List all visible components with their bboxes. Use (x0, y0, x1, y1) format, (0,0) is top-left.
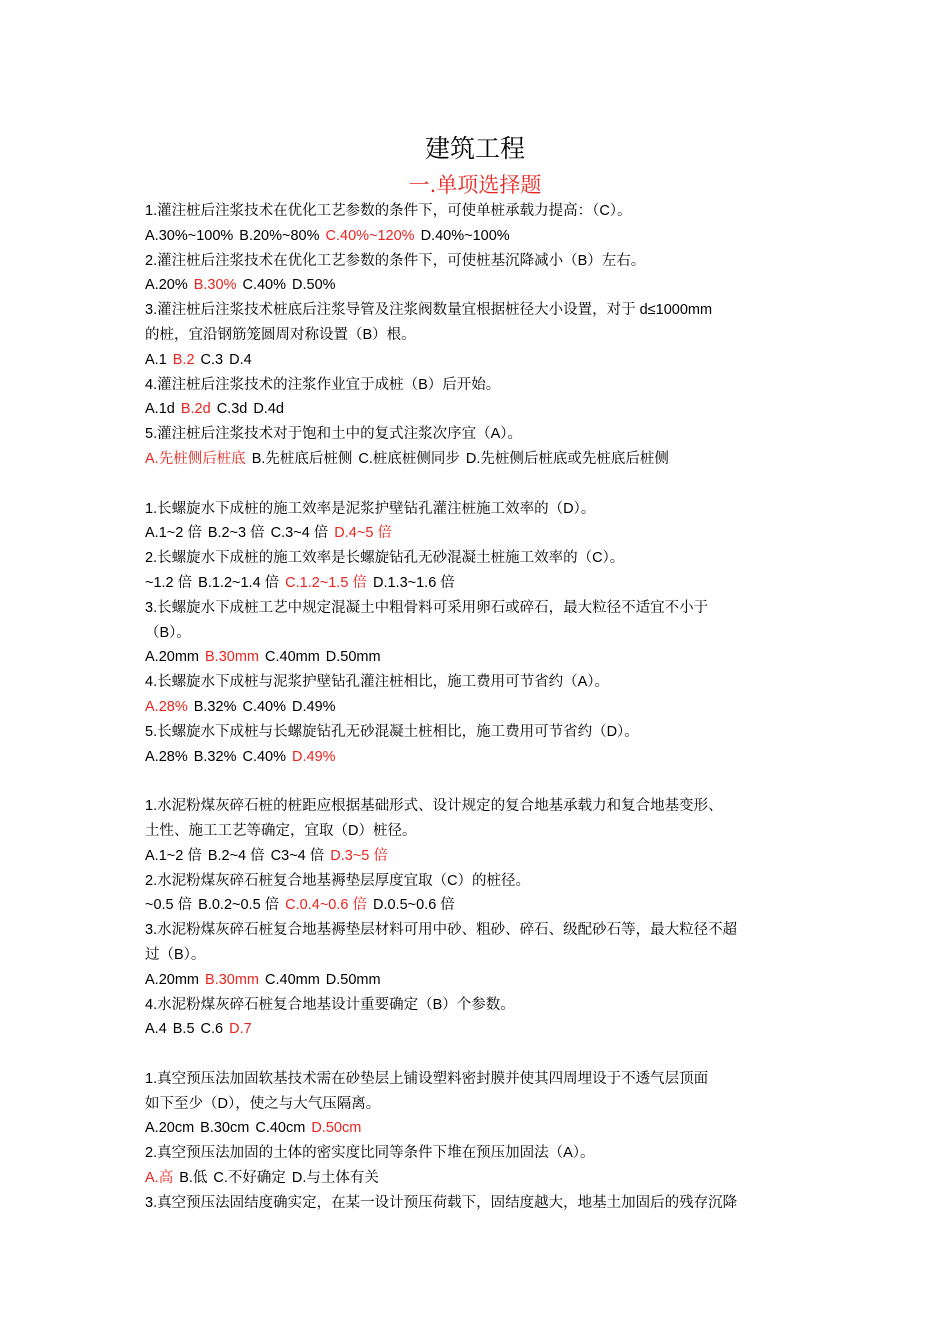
question (145, 199, 810, 249)
option: C.3d (216, 401, 248, 418)
option: B.5 (172, 1021, 195, 1038)
option: C.3 (200, 351, 224, 368)
option: ~1.2 倍 (145, 574, 193, 591)
option: C3~4 倍 (270, 847, 325, 864)
question-group (145, 497, 810, 770)
option: B.32% (193, 698, 237, 715)
question-text: 1.水泥粉煤灰碎石桩的桩距应根据基础形式、设计规定的复合地基承载力和复合地基变形、 (145, 798, 723, 815)
question-text: 2.灌注桩后注浆技术在优化工艺参数的条件下，可使桩基沉降减小（B）左右。 (145, 252, 646, 269)
option: A.28% (145, 748, 188, 765)
option: D.40%~100% (420, 227, 510, 244)
answer-option: C.0.4~0.6 倍 (285, 897, 367, 914)
question-text: 4.长螺旋水下成桩与泥浆护壁钻孔灌注桩相比，施工费用可节省约（A）。 (145, 674, 610, 691)
option: C.40mm (265, 649, 320, 666)
question-text: 2.长螺旋水下成桩的施工效率是长螺旋钻孔无砂混凝土桩施工效率的（C）。 (145, 550, 625, 567)
question (145, 596, 810, 670)
option: D.4 (229, 351, 252, 368)
question (145, 869, 810, 919)
group-separator (145, 472, 810, 497)
options-row (145, 645, 810, 670)
question (145, 298, 810, 372)
question-text: 3.水泥粉煤灰碎石桩复合地基褥垫层材料可用中砂、粗砂、碎石、级配砂石等，最大粒径不超 (145, 922, 738, 939)
question-text: 土性、施工工艺等确定，宜取（D）桩径。 (145, 822, 417, 839)
answer-option: D.7 (229, 1021, 252, 1038)
question (145, 670, 810, 720)
options-row (145, 348, 810, 373)
answer-option: D.3~5 倍 (330, 847, 388, 864)
options-row (145, 1116, 810, 1141)
question (145, 373, 810, 423)
option: D.1.3~1.6 倍 (372, 574, 455, 591)
option: A.20mm (145, 971, 199, 988)
option: D.4d (253, 401, 284, 418)
option: C.40% (242, 698, 286, 715)
question (145, 918, 810, 992)
option: D.50mm (325, 649, 381, 666)
question (145, 720, 810, 770)
question-text: 3.真空预压法固结度确实定，在某一设计预压荷载下，固结度越大，地基土加固后的残存沉降 (145, 1194, 738, 1211)
options-row (145, 968, 810, 993)
option: A.1~2 倍 (145, 525, 202, 542)
answer-option: A.28% (145, 698, 188, 715)
option: A.20% (145, 277, 188, 294)
option: C.3~4 倍 (270, 525, 329, 542)
question-group (145, 1067, 810, 1216)
document-title: 建筑工程 (424, 134, 525, 163)
question-text: 4.灌注桩后注浆技术的注浆作业宜于成桩（B）后开始。 (145, 376, 501, 393)
question-text: 4.水泥粉煤灰碎石桩复合地基设计重要确定（B）个参数。 (145, 996, 515, 1013)
option: A.1 (145, 351, 167, 368)
question-text: 1.灌注桩后注浆技术在优化工艺参数的条件下，可使单桩承载力提高：（C）。 (145, 203, 632, 219)
answer-option: B.30mm (205, 649, 259, 666)
answer-option: B.30% (193, 277, 237, 294)
question-group (145, 794, 810, 1042)
option: D.先桩侧后桩底或先桩底后桩侧 (465, 450, 669, 467)
options-row (145, 273, 810, 298)
options-row (145, 844, 810, 869)
option: D.50% (292, 277, 336, 294)
question-text: 5.灌注桩后注浆技术对于饱和土中的复式注浆次序宜（A）。 (145, 426, 523, 443)
option: B.0.2~0.5 倍 (198, 897, 280, 914)
answer-option: C.40%~120% (325, 227, 415, 244)
option: B.2~3 倍 (207, 525, 265, 542)
answer-option: A.先桩侧后桩底 (145, 450, 246, 467)
question-text: （B）。 (145, 624, 191, 641)
option: B.1.2~1.4 倍 (198, 574, 280, 591)
question (145, 794, 810, 868)
question (145, 1067, 810, 1141)
answer-option: A.高 (145, 1170, 174, 1187)
options-row (145, 1017, 810, 1042)
options-row (145, 521, 810, 546)
option: B.低 (179, 1170, 208, 1187)
question (145, 497, 810, 547)
option: D.0.5~0.6 倍 (372, 897, 455, 914)
question-text: 2.水泥粉煤灰碎石桩复合地基褥垫层厚度宜取（C）的桩径。 (145, 872, 531, 889)
answer-option: C.1.2~1.5 倍 (285, 574, 367, 591)
section-title: 一.单项选择题 (408, 173, 542, 197)
option: C.6 (200, 1021, 224, 1038)
options-row (145, 1166, 810, 1191)
question-text: 1.真空预压法加固软基技术需在砂垫层上铺设塑料密封膜并使其四周埋设于不透气层顶面 (145, 1070, 709, 1087)
option: ~0.5 倍 (145, 897, 193, 914)
question-text: 2.真空预压法加固的土体的密实度比同等条件下堆在预压加固法（A）。 (145, 1145, 595, 1162)
answer-option: D.49% (292, 748, 336, 765)
option: B.20%~80% (239, 227, 320, 244)
answer-option: D.4~5 倍 (334, 525, 392, 542)
option: C.不好确定 (213, 1170, 286, 1187)
answer-option: B.2 (172, 351, 195, 368)
group-separator (145, 769, 810, 794)
answer-option: B.30mm (205, 971, 259, 988)
option: C.40mm (265, 971, 320, 988)
options-row (145, 745, 810, 770)
question (145, 1141, 810, 1191)
option: A.30%~100% (145, 227, 234, 244)
question-text: 5.长螺旋水下成桩与长螺旋钻孔无砂混凝土桩相比，施工费用可节省约（D）。 (145, 723, 639, 740)
question (145, 993, 810, 1043)
question (145, 422, 810, 472)
group-separator (145, 1042, 810, 1067)
option: C.40cm (255, 1120, 306, 1137)
options-row (145, 447, 810, 472)
options-row (145, 224, 810, 249)
options-row (145, 571, 810, 596)
option: B.32% (193, 748, 237, 765)
option: D.与土体有关 (291, 1170, 379, 1187)
option: C.桩底桩侧同步 (358, 450, 460, 467)
question-text: 过（B）。 (145, 946, 206, 963)
option: B.2~4 倍 (207, 847, 265, 864)
option: C.40% (242, 277, 286, 294)
options-row (145, 397, 810, 422)
option: B.先桩底后桩侧 (251, 450, 353, 467)
answer-option: D.50cm (311, 1120, 362, 1137)
question-text: 1.长螺旋水下成桩的施工效率是泥浆护壁钻孔灌注桩施工效率的（D）。 (145, 500, 596, 517)
option: A.20cm (145, 1120, 195, 1137)
option: A.20mm (145, 649, 199, 666)
question-text: 3.灌注桩后注浆技术桩底后注浆导管及注浆阀数量宜根据桩径大小设置，对于 d≤1000mm (145, 302, 713, 319)
answer-option: B.2d (180, 401, 211, 418)
question-group (145, 199, 810, 472)
question (145, 249, 810, 299)
option: D.49% (292, 698, 336, 715)
question-text: 如下至少（D），使之与大气压隔离。 (145, 1095, 381, 1112)
options-row (145, 695, 810, 720)
question (145, 1191, 810, 1216)
option: D.50mm (325, 971, 381, 988)
question-text: 3.长螺旋水下成桩工艺中规定混凝土中粗骨料可采用卵石或碎石，最大粒径不适宜不小于 (145, 599, 709, 616)
option: A.1~2 倍 (145, 847, 202, 864)
option: A.4 (145, 1021, 167, 1038)
option: A.1d (145, 401, 175, 418)
option: B.30cm (200, 1120, 250, 1137)
options-row (145, 893, 810, 918)
question-text: 的桩，宜沿钢筋笼圆周对称设置（B）根。 (145, 326, 416, 343)
option: C.40% (242, 748, 286, 765)
question (145, 546, 810, 596)
question-list (145, 199, 810, 1216)
